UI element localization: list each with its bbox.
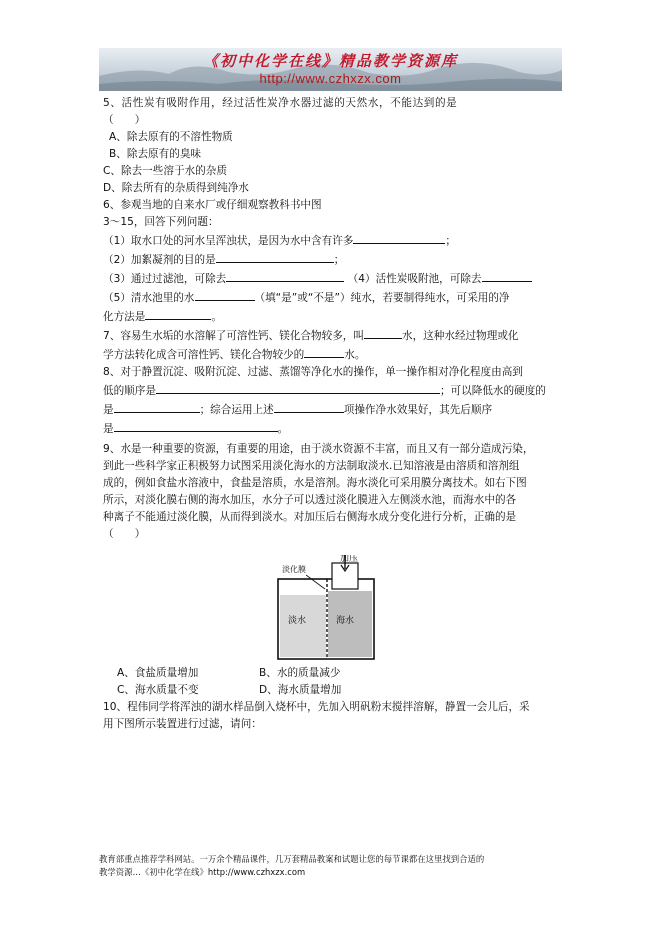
q6-part2 [103, 250, 559, 269]
q5-paren: （ ） [103, 114, 146, 126]
q10-line2: 用下图所示装置进行过滤，请问： [103, 718, 262, 730]
q5-stem: 5、活性炭有吸附作用，经过活性炭净水器过滤的天然水，不能达到的是 [103, 97, 458, 109]
membrane-diagram [103, 555, 559, 665]
q6-part3-blank[interactable] [226, 269, 344, 282]
footer-line1: 教育部重点推荐学科网站。一万余个精品课件，几万套精品教案和试题让您的每节课都在这里找到合适的 [99, 854, 485, 864]
q9-options-row1 [103, 665, 559, 682]
q9-line4: 所示，对淡化膜右侧的海水加压，水分子可以透过淡化膜进入左侧淡水池，而海水中的各 [103, 494, 517, 506]
header-banner [99, 48, 562, 91]
q8-line4-b: 。 [277, 423, 289, 435]
q6-part5-mid: （填“是”或“不是”）纯水，若要制得纯水，可采用的净 [254, 292, 510, 304]
q7-line2-b: 水。 [344, 349, 366, 361]
q10-line1: 10、程伟同学将浑浊的湖水样品倒入烧杯中，先加入明矾粉末搅拌溶解，静置一会儿后，采 [103, 701, 530, 713]
q9-option-a: A、食盐质量增加 [117, 667, 199, 679]
q7-soft-water-blank[interactable] [304, 345, 344, 358]
q6-part2-text: （2）加絮凝剂的目的是 [103, 254, 216, 266]
page-footer [99, 853, 561, 879]
q9-options-row2 [103, 682, 559, 699]
q6-part3-4 [103, 269, 559, 288]
q8-line3-c: 项操作净水效果好，其先后顺序 [343, 404, 493, 416]
fresh-water-region [280, 595, 326, 657]
q7-line2-a: 学方法转化成含可溶性钙、镁化合物较少的 [103, 349, 305, 361]
label-membrane: 淡化膜 [282, 565, 306, 574]
label-pressure: 加压 [340, 555, 359, 564]
q6-part5-method-blank[interactable] [145, 307, 211, 320]
q6-part1-end: ； [445, 235, 456, 247]
q6-part5-line2 [103, 307, 559, 326]
q9-line3: 成的，例如食盐水溶液中，食盐是溶质，水是溶剂。海水淡化可采用膜分离技术。如右下图 [103, 477, 527, 489]
q7-line2 [103, 345, 559, 364]
q8-hardness-blank[interactable] [114, 400, 200, 413]
q8-sequence-blank[interactable] [114, 419, 278, 432]
q6-part4-blank[interactable] [482, 269, 532, 282]
q7-line1 [103, 326, 559, 345]
q8-order-blank[interactable] [156, 381, 440, 394]
q7-line1-a: 7、容易生水垢的水溶解了可溶性钙、镁化合物较多，叫 [103, 330, 364, 342]
q8-line4 [103, 419, 559, 438]
q7-line1-b: 水，这种水经过物理或化 [402, 330, 519, 342]
q6-intro-line2: 3～15，回答下列问题： [103, 216, 219, 228]
q6-part3-text: （3）通过过滤池，可除去 [103, 273, 227, 285]
q5-option-b: B、除去原有的臭味 [109, 148, 202, 160]
q8-count-blank[interactable] [274, 400, 344, 413]
q8-line2-b: ；可以降低水的硬度的 [439, 385, 546, 397]
worksheet-content [103, 95, 559, 733]
label-fresh-water: 淡水 [288, 616, 307, 626]
q6-part5-text: （5）清水池里的水 [103, 292, 195, 304]
q5-option-d: D、除去所有的杂质得到纯净水 [103, 182, 249, 194]
q8-line3-a: 是 [103, 404, 114, 416]
q9-line5: 种离子不能通过淡化膜，从而得到淡水。对加压后右侧海水成分变化进行分析，正确的是 [103, 511, 517, 523]
q9-option-b: B、水的质量减少 [259, 667, 341, 679]
q9-option-d: D、海水质量增加 [259, 684, 342, 696]
q8-line3 [103, 400, 559, 419]
q7-hard-water-blank[interactable] [364, 326, 402, 339]
q6-intro-line1: 6、参观当地的自来水厂或仔细观察教科书中图 [103, 199, 322, 211]
q5-option-c: C、除去一些溶于水的杂质 [103, 165, 227, 177]
q6-part5-end: 。 [211, 311, 222, 323]
q8-line1: 8、对于静置沉淀、吸附沉淀、过滤、蒸馏等净化水的操作，单一操作相对净化程度由高到 [103, 366, 523, 378]
q8-line4-a: 是 [103, 423, 114, 435]
q8-line2-a: 低的顺序是 [103, 385, 156, 397]
banner-title: 《初中化学在线》精品教学资源库 [202, 52, 458, 70]
q6-part1-blank[interactable] [353, 231, 445, 244]
q6-part2-blank[interactable] [216, 250, 334, 263]
q6-part4-text: （4）活性炭吸附池，可除去 [347, 273, 482, 285]
banner-url-link[interactable]: http://www.czhxzx.com [259, 71, 402, 86]
q6-part5-blank[interactable] [195, 288, 255, 301]
q6-part1-text: （1）取水口处的河水呈浑浊状，是因为水中含有许多 [103, 235, 354, 247]
q6-part5 [103, 288, 559, 307]
label-sea-water: 海水 [336, 616, 355, 626]
footer-line2: 教学资源…《初中化学在线》http://www.czhxzx.com [99, 867, 306, 877]
q8-line2 [103, 381, 559, 400]
membrane-diagram-svg [270, 555, 380, 663]
q9-line1: 9、水是一种重要的资源，有重要的用途，由于淡水资源不丰富，而且又有一部分造成污染， [103, 443, 534, 455]
q9-line2: 到此一些科学家正积极努力试图采用淡化海水的方法制取淡水.已知溶液是由溶质和溶剂组 [103, 460, 520, 472]
q8-line3-b: ；综合运用上述 [199, 404, 274, 416]
q6-part5-line2-text: 化方法是 [103, 311, 146, 323]
q5-option-a: A、除去原有的不溶性物质 [109, 131, 233, 143]
q6-part2-end: ； [333, 254, 345, 266]
q9-option-c: C、海水质量不变 [117, 684, 199, 696]
q9-paren: （ ） [103, 528, 146, 540]
q6-part1 [103, 231, 559, 250]
